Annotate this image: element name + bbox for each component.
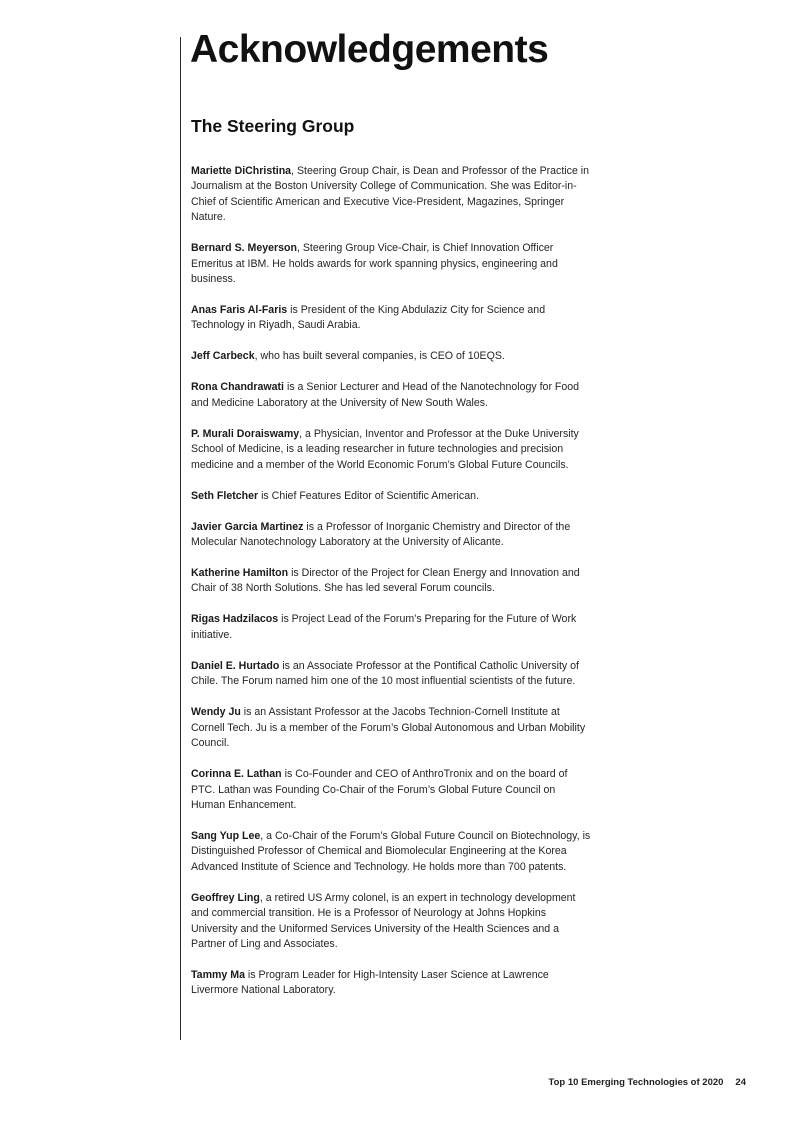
member-description: is Project Lead of the Forum’s Preparing for the Future of Work initiative. — [191, 613, 577, 641]
member-name: Sang Yup Lee — [191, 829, 261, 842]
member-description: , a Physician, Inventor and Professor at the Duke University School of Medicine, is a leading researcher in future technologies and precision medicine and a member of the World Economic Forum’s Global Future Councils. — [191, 427, 579, 471]
member-name: P. Murali Doraiswamy — [191, 427, 300, 440]
member-description: is a Professor of Inorganic Chemistry and Director of the Molecular Nanotechnology Laboratory at the University of Alicante. — [191, 520, 571, 549]
member-name: Anas Faris Al-Faris — [191, 304, 288, 317]
member-name: Geoffrey Ling — [191, 891, 260, 904]
member-entry — [191, 612, 591, 643]
member-name: Bernard S. Meyerson — [191, 242, 297, 255]
member-entry — [191, 767, 591, 813]
member-entry — [191, 489, 591, 504]
member-description: is Chief Features Editor of Scientific American. — [258, 489, 479, 502]
member-entry — [191, 566, 591, 597]
member-entry — [191, 520, 591, 551]
member-name: Tammy Ma — [191, 968, 245, 981]
member-entry — [191, 241, 591, 287]
member-name: Rigas Hadzilacos — [191, 613, 279, 626]
member-entry — [191, 891, 591, 953]
member-description: is an Associate Professor at the Pontifical Catholic University of Chile. The Forum named him one of the 10 most influential scientists of the future. — [191, 659, 579, 688]
member-description: , who has built several companies, is CEO of 10EQS. — [254, 350, 505, 363]
member-name: Katherine Hamilton — [191, 567, 289, 580]
left-margin-rule — [180, 37, 181, 1040]
member-name: Daniel E. Hurtado — [191, 659, 280, 672]
member-entry — [191, 303, 591, 334]
member-entry — [191, 968, 591, 999]
section-title: The Steering Group — [191, 116, 355, 136]
member-entry — [191, 164, 591, 226]
member-entry — [191, 705, 591, 751]
member-entry — [191, 829, 591, 875]
member-entry — [191, 380, 591, 411]
member-name: Jeff Carbeck — [191, 350, 255, 363]
member-name: Corinna E. Lathan — [191, 768, 282, 781]
member-description: is Program Leader for High-Intensity Laser Science at Lawrence Livermore National Laboratory. — [191, 968, 549, 997]
steering-group-list — [191, 164, 591, 1014]
member-name: Wendy Ju — [191, 706, 241, 719]
member-description: , Steering Group Chair, is Dean and Professor of the Practice in Journalism at the Boston University College of Communication. She was Editor-in-Chief of Scientific American and Executive Vice-President, Magazines, Springer Nature. — [191, 165, 590, 224]
member-description: is Director of the Project for Clean Energy and Innovation and Chair of 38 North Solutions. She has led several Forum councils. — [191, 567, 580, 595]
footer-report-title: Top 10 Emerging Technologies of 2020 — [548, 1077, 724, 1088]
member-name: Seth Fletcher — [191, 489, 259, 502]
page-title: Acknowledgements — [190, 28, 549, 71]
member-entry — [191, 659, 591, 690]
member-name: Mariette DiChristina — [191, 165, 292, 177]
member-name: Rona Chandrawati — [191, 381, 285, 394]
member-name: Javier Garcia Martinez — [191, 520, 304, 533]
member-description: is President of the King Abdulaziz City for Science and Technology in Riyadh, Saudi Arabia. — [191, 304, 546, 332]
member-description: is an Assistant Professor at the Jacobs Technion-Cornell Institute at Cornell Tech. Ju is a member of the Forum’s Global Autonomous and Urban Mobility Council. — [191, 706, 586, 750]
member-entry — [191, 349, 591, 364]
member-description: , Steering Group Vice-Chair, is Chief Innovation Officer Emeritus at IBM. He holds awards for work spanning physics, engineering and business. — [191, 242, 558, 286]
page-number: 24 — [735, 1077, 746, 1088]
member-description: is Co-Founder and CEO of AnthroTronix and on the board of PTC. Lathan was Founding Co-Chair of the Forum’s Global Future Council on Human Enhancement. — [191, 768, 568, 811]
member-description: is a Senior Lecturer and Head of the Nanotechnology for Food and Medicine Laboratory at the University of New South Wales. — [191, 381, 580, 409]
page-footer — [549, 1077, 746, 1088]
member-description: , a Co-Chair of the Forum’s Global Future Council on Biotechnology, is Distinguished Professor of Chemical and Biomolecular Engineering at the Korea Advanced Institute of Science and Technology. He holds more than 700 patents. — [191, 829, 591, 873]
member-entry — [191, 427, 591, 473]
member-description: , a retired US Army colonel, is an expert in technology development and commercial transition. He is a Professor of Neurology at Johns Hopkins University and the Uniformed Services University of the Health Sciences and a Partner of Ling and Associates. — [191, 891, 576, 950]
